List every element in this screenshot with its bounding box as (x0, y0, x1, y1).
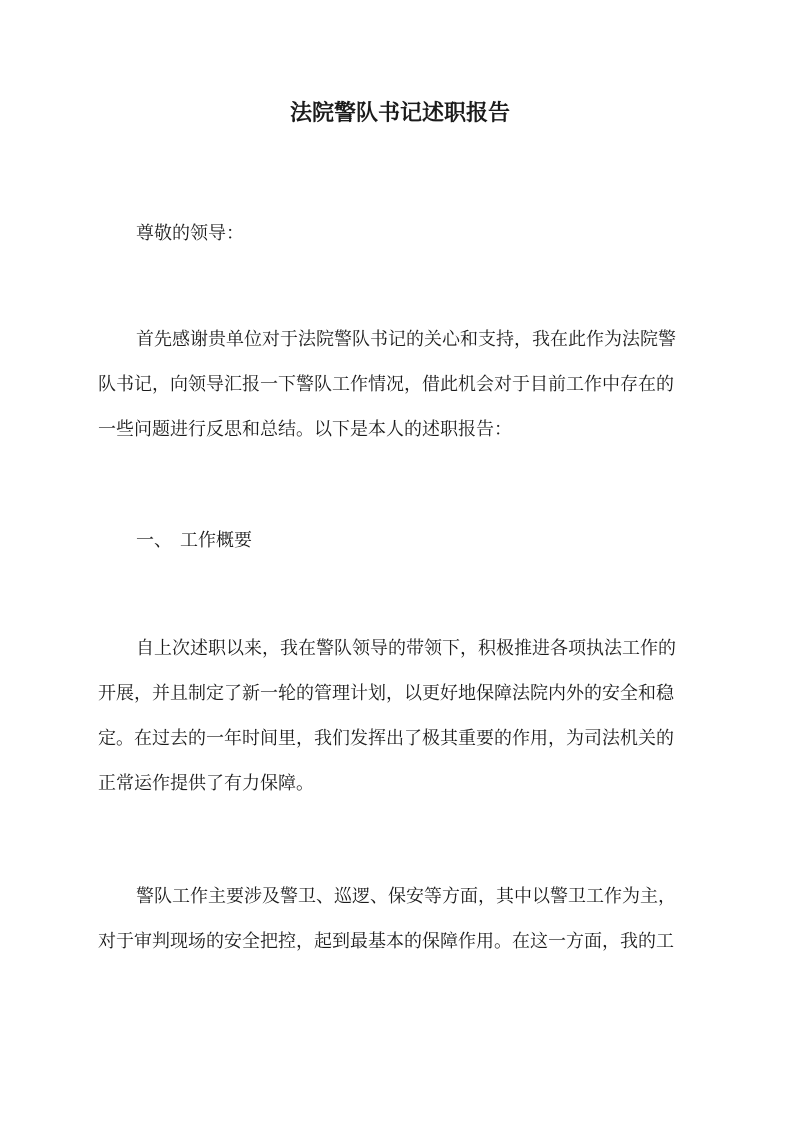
paragraph-line: 首先感谢贵单位对于法院警队书记的关心和支持，我在此作为法院警 (136, 329, 676, 350)
greeting (98, 211, 702, 256)
section-number: 一、 (136, 530, 172, 551)
paragraph-intro (98, 317, 702, 452)
section-heading (98, 518, 702, 563)
paragraph-overview (98, 626, 702, 806)
paragraph-duties (98, 874, 702, 964)
paragraph-line: 定。在过去的一年时间里，我们发挥出了极其重要的作用，为司法机关的 (98, 728, 674, 749)
paragraph-line: 正常运作提供了有力保障。 (98, 773, 314, 794)
paragraph-line: 一些问题进行反思和总结。以下是本人的述职报告： (98, 419, 512, 440)
paragraph-line: 开展，并且制定了新一轮的管理计划，以更好地保障法院内外的安全和稳 (98, 683, 674, 704)
greeting-text: 尊敬的领导： (136, 223, 244, 244)
document-title: 法院警队书记述职报告 (289, 100, 510, 126)
paragraph-line: 队书记，向领导汇报一下警队工作情况，借此机会对于目前工作中存在的 (98, 374, 674, 395)
paragraph-line: 对于审判现场的安全把控，起到最基本的保障作用。在这一方面，我的工 (98, 931, 674, 952)
paragraph-line: 自上次述职以来，我在警队领导的带领下，积极推进各项执法工作的 (136, 638, 676, 659)
section-heading-text: 工作概要 (180, 530, 252, 551)
paragraph-line: 警队工作主要涉及警卫、巡逻、保安等方面，其中以警卫工作为主， (136, 886, 676, 907)
